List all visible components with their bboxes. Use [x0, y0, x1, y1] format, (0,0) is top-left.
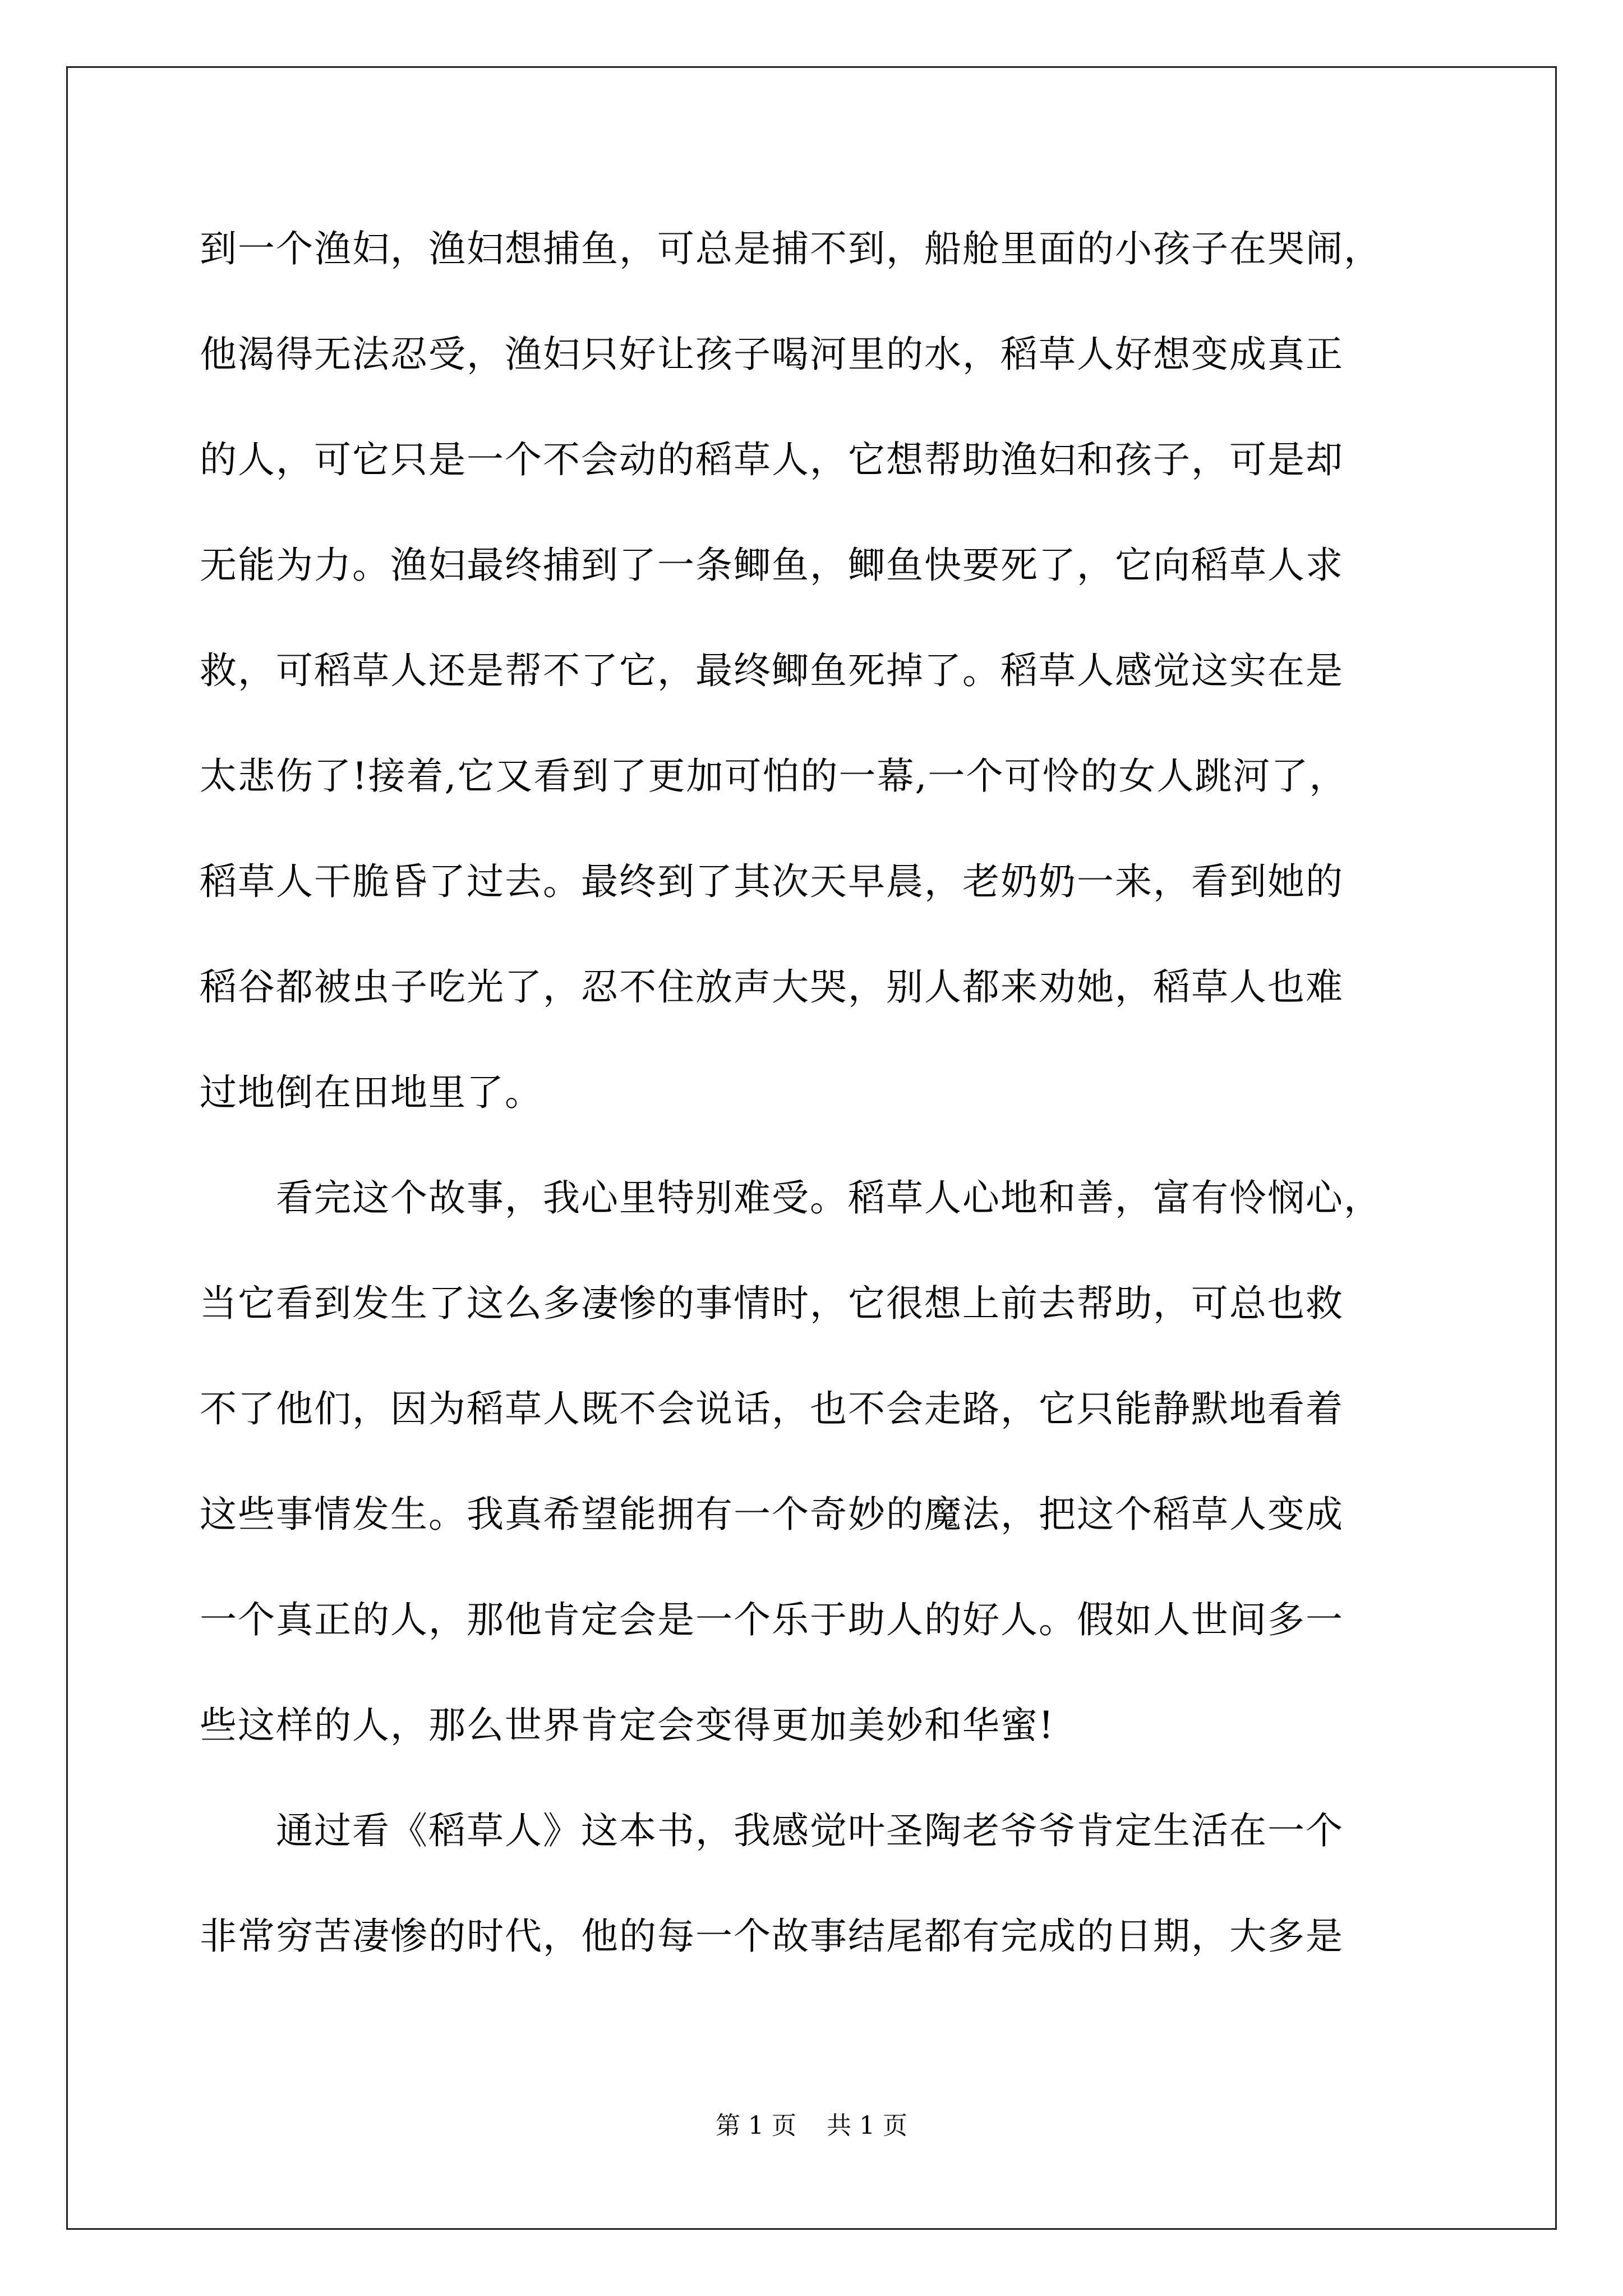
text-line: 的人，可它只是一个不会动的稻草人，它想帮助渔妇和孩子，可是却	[200, 438, 1344, 481]
page-number: 第 1 页	[716, 2111, 796, 2140]
text-line: 稻草人干脆昏了过去。最终到了其次天早晨，老奶奶一来，看到她的	[200, 860, 1344, 903]
text-line: 救，可稻草人还是帮不了它，最终鲫鱼死掉了。稻草人感觉这实在是	[200, 649, 1344, 692]
text-line: 无能为力。渔妇最终捕到了一条鲫鱼，鲫鱼快要死了，它向稻草人求	[200, 544, 1344, 587]
text-line: 非常穷苦凄惨的时代，他的每一个故事结尾都有完成的日期，大多是	[200, 1915, 1344, 1958]
page-footer	[0, 2109, 1623, 2143]
text-line: 看完这个故事，我心里特别难受。稻草人心地和善，富有怜悯心，	[200, 1176, 1382, 1220]
document-body	[200, 196, 1433, 1989]
text-line: 到一个渔妇，渔妇想捕鱼，可总是捕不到，船舱里面的小孩子在哭闹，	[200, 227, 1382, 270]
text-line: 这些事情发生。我真希望能拥有一个奇妙的魔法，把这个稻草人变成	[200, 1493, 1344, 1536]
text-line: 不了他们，因为稻草人既不会说话，也不会走路，它只能静默地看着	[200, 1387, 1344, 1430]
text-line: 稻谷都被虫子吃光了，忍不住放声大哭，别人都来劝她，稻草人也难	[200, 965, 1344, 1009]
text-line: 太悲伤了!接着,它又看到了更加可怕的一幕,一个可怜的女人跳河了，	[200, 754, 1348, 798]
text-line: 过地倒在田地里了。	[200, 1071, 543, 1114]
text-line: 些这样的人，那么世界肯定会变得更加美妙和华蜜!	[200, 1704, 1055, 1747]
text-line: 当它看到发生了这么多凄惨的事情时，它很想上前去帮助，可总也救	[200, 1282, 1344, 1325]
text-line: 一个真正的人，那他肯定会是一个乐于助人的好人。假如人世间多一	[200, 1598, 1344, 1641]
page-total: 共 1 页	[827, 2111, 907, 2140]
text-line: 他渴得无法忍受，渔妇只好让孩子喝河里的水，稻草人好想变成真正	[200, 333, 1344, 376]
text-line: 通过看《稻草人》这本书，我感觉叶圣陶老爷爷肯定生活在一个	[200, 1809, 1344, 1852]
